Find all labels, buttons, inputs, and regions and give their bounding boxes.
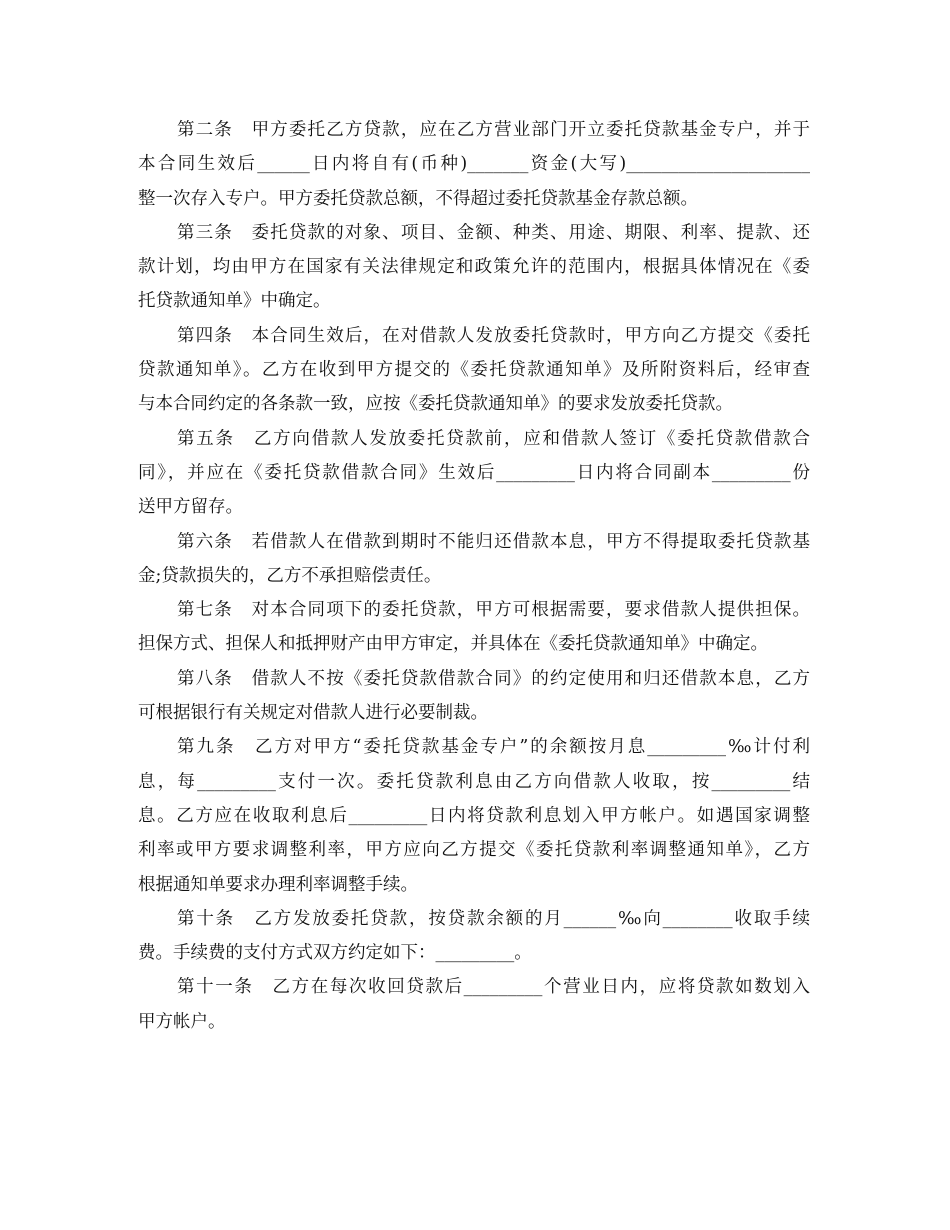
article-4 — [138, 319, 810, 422]
text-line: 托贷款通知单》中确定。 — [138, 291, 331, 312]
text-line: 息。乙方应在收取利息后_________日内将贷款利息划入甲方帐户。如遇国家调整 — [138, 805, 810, 826]
article-10 — [138, 902, 810, 971]
article-2 — [138, 113, 810, 216]
text-line: 第十一条 乙方在每次收回贷款后_________个营业日内，应将贷款如数划入 — [177, 977, 810, 998]
article-7 — [138, 593, 810, 662]
text-line: 甲方帐户。 — [138, 1011, 226, 1032]
article-3 — [138, 216, 810, 319]
article-8 — [138, 662, 810, 731]
text-line: 金;贷款损失的，乙方不承担赔偿责任。 — [138, 565, 442, 586]
article-6 — [138, 525, 810, 594]
text-line: 同》，并应在《委托贷款借款合同》生效后_________日内将合同副本_________份 — [138, 462, 810, 483]
text-line: 费。手续费的支付方式双方约定如下：_________。 — [138, 943, 532, 964]
article-5 — [138, 422, 810, 525]
text-line: 第十条 乙方发放委托贷款，按贷款余额的月______‰向________收取手续 — [177, 908, 810, 929]
text-line: 本合同生效后______日内将自有(币种)_______资金(大写)_____________________ — [138, 154, 810, 175]
text-line: 贷款通知单》。乙方在收到甲方提交的《委托贷款通知单》及所附资料后，经审查 — [138, 360, 810, 381]
document-body — [138, 113, 810, 1039]
text-line: 息，每_________支付一次。委托贷款利息由乙方向借款人收取，按_________结 — [138, 771, 810, 792]
text-line: 整一次存入专户。甲方委托贷款总额，不得超过委托贷款基金存款总额。 — [138, 188, 698, 209]
text-line: 第八条 借款人不按《委托贷款借款合同》的约定使用和归还借款本息，乙方 — [177, 668, 810, 689]
text-line: 第四条 本合同生效后，在对借款人发放委托贷款时，甲方向乙方提交《委托 — [177, 325, 810, 346]
text-line: 可根据银行有关规定对借款人进行必要制裁。 — [138, 703, 488, 724]
article-9 — [138, 730, 810, 901]
text-line: 第三条 委托贷款的对象、项目、金额、种类、用途、期限、利率、提款、还 — [177, 222, 810, 243]
article-11 — [138, 970, 810, 1039]
text-line: 送甲方留存。 — [138, 497, 243, 518]
text-line: 第六条 若借款人在借款到期时不能归还借款本息，甲方不得提取委托贷款基 — [177, 531, 810, 552]
text-line: 担保方式、担保人和抵押财产由甲方审定，并具体在《委托贷款通知单》中确定。 — [138, 634, 768, 655]
text-line: 第九条 乙方对甲方“委托贷款基金专户”的余额按月息_________‰计付利 — [177, 737, 810, 758]
text-line: 利率或甲方要求调整利率，甲方应向乙方提交《委托贷款利率调整通知单》，乙方 — [138, 840, 810, 861]
text-line: 第七条 对本合同项下的委托贷款，甲方可根据需要，要求借款人提供担保。 — [177, 600, 810, 621]
text-line: 款计划，均由甲方在国家有关法律规定和政策允许的范围内，根据具体情况在《委 — [138, 257, 810, 278]
text-line: 第五条 乙方向借款人发放委托贷款前，应和借款人签订《委托贷款借款合 — [177, 428, 810, 449]
text-line: 根据通知单要求办理利率调整手续。 — [138, 874, 418, 895]
text-line: 第二条 甲方委托乙方贷款，应在乙方营业部门开立委托贷款基金专户，并于 — [177, 120, 810, 140]
text-line: 与本合同约定的各条款一致，应按《委托贷款通知单》的要求发放委托贷款。 — [138, 394, 733, 415]
